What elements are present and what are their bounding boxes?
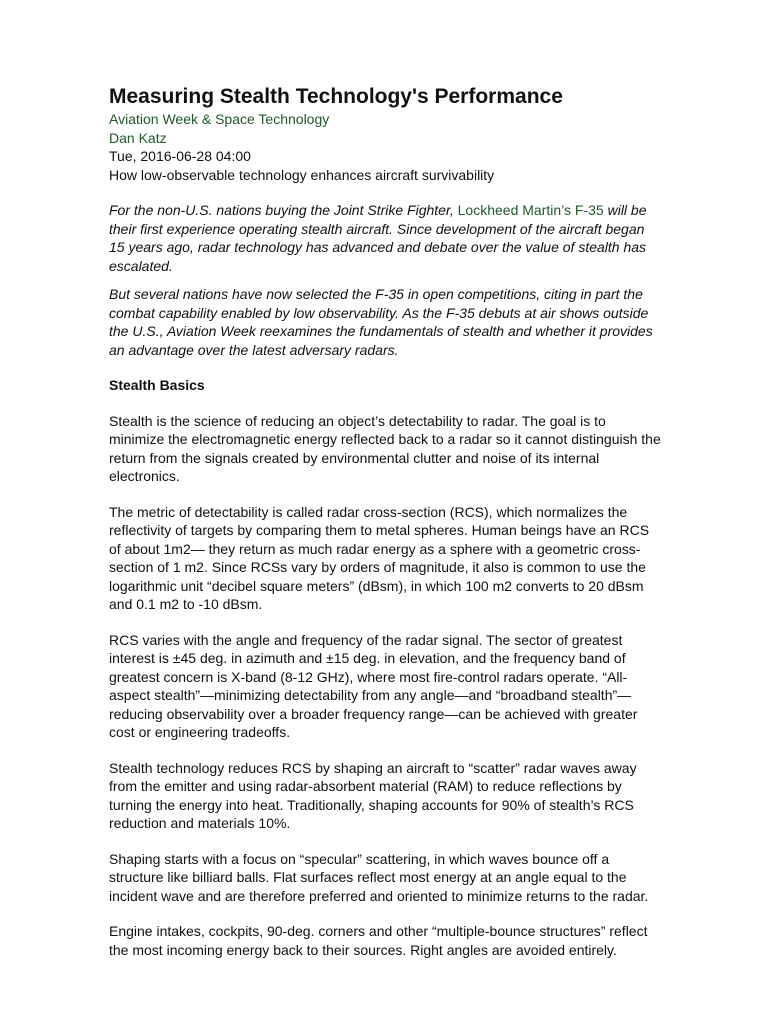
body-paragraph: The metric of detectability is called radar cross-section (RCS), which normalizes the reflectivity of targets by comparing them to metal spheres. Human beings have an RCS of about 1m2— they return as much radar energy as a sphere with a geometric cross-section of 1 m2. Since RCSs vary by orders of magnitude, it also is common to use the logarithmic unit “decibel square meters” (dBsm), in which 100 m2 converts to 20 dBsm and 0.1 m2 to -10 dBsm. [109, 503, 650, 612]
section-heading: Stealth Basics [109, 377, 205, 393]
body-paragraph: Engine intakes, cockpits, 90-deg. corners and other “multiple-bounce structures” reflect the most incoming energy back to their sources. Right angles are avoided entirely. [109, 923, 648, 958]
f35-link[interactable]: F-35 [574, 202, 604, 218]
intro-text-start: For the non-U.S. nations buying the Joint Strike Fighter, [109, 202, 458, 218]
intro-paragraph-1 [109, 201, 661, 275]
intro-text-end: will be their first experience operating stealth aircraft. Since development of the aircraft began 15 years ago, radar technology has advanced and debate over the value of stealth has escalated. [109, 202, 647, 274]
article-title: Measuring Stealth Technology's Performance [109, 85, 563, 108]
possessive-suffix: ’s [561, 202, 575, 218]
author-link[interactable]: Dan Katz [109, 129, 167, 146]
article-subtitle: How low-observable technology enhances aircraft survivability [109, 166, 495, 183]
publish-date: Tue, 2016-06-28 04:00 [109, 148, 251, 164]
body-paragraph: Stealth is the science of reducing an object’s detectability to radar. The goal is to minimize the electromagnetic energy reflected back to a radar so it cannot distinguish the return from the signals created by environmental clutter and noise of its internal electronics. [109, 412, 661, 484]
body-paragraph: Shaping starts with a focus on “specular” scattering, in which waves bounce off a structure like billiard balls. Flat surfaces reflect most energy at an angle equal to the incident wave and are therefore preferred and oriented to minimize returns to the radar. [109, 850, 649, 904]
intro-paragraph-2: But several nations have now selected the F-35 in open competitions, citing in part the combat capability enabled by low observability. As the F-35 debuts at air shows outside the U.S., Aviation Week reexamines the fundamentals of stealth and whether it provides an advantage over the latest adversary radars. [109, 286, 653, 358]
body-paragraph: RCS varies with the angle and frequency of the radar signal. The sector of greatest interest is ±45 deg. in azimuth and ±15 deg. in elevation, and the frequency band of greatest concern is X-band (8-12 GHz), where most fire-control radars operate. “All-aspect stealth”—minimizing detectability from any angle—and “broadband stealth”—reducing observability over a broader frequency range—can be achieved with greater cost or engineering tradeoffs. [109, 631, 638, 740]
body-paragraph: Stealth technology reduces RCS by shaping an aircraft to “scatter” radar waves away from the emitter and using radar-absorbent material (RAM) to reduce reflections by turning the energy into heat. Traditionally, shaping accounts for 90% of stealth’s RCS reduction and materials 10%. [109, 759, 637, 831]
publication-link[interactable]: Aviation Week & Space Technology [109, 111, 330, 127]
lockheed-martin-link[interactable]: Lockheed Martin [457, 202, 562, 218]
article [109, 84, 661, 959]
